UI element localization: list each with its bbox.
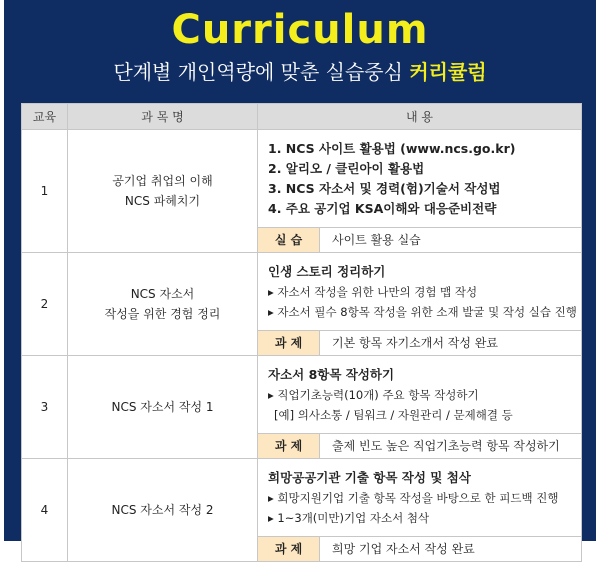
header-num: 교육: [22, 104, 68, 130]
content-line: 희망공공기관 기출 항목 작성 및 첨삭: [268, 470, 471, 485]
task-row: [258, 227, 581, 252]
table-row: [22, 253, 582, 356]
task-label: 과 제: [258, 331, 320, 355]
subtitle-text: 단계별 개인역량에 맞춘 실습중심: [113, 60, 410, 84]
content-line: 1. NCS 사이트 활용법 (www.ncs.go.kr): [268, 141, 516, 156]
subtitle-highlight: 커리큘럼: [409, 60, 487, 84]
row-content: [258, 356, 582, 459]
curriculum-table-container: [21, 103, 581, 556]
content-line: ▸ 자소서 필수 8항목 작성을 위한 소재 발굴 및 작성 실습 진행: [268, 305, 577, 319]
content-line: [예] 의사소통 / 팀워크 / 자원관리 / 문제해결 등: [274, 408, 513, 422]
table-row: [22, 356, 582, 459]
content-line: ▸ 희망지원기업 기출 항목 작성을 바탕으로 한 피드백 진행: [268, 491, 559, 505]
subject-line: NCS 자소서 작성 1: [111, 400, 214, 414]
content-line: 3. NCS 자소서 및 경력(험)기술서 작성법: [268, 181, 501, 196]
task-text: 희망 기업 자소서 작성 완료: [332, 542, 475, 556]
content-line: ▸ 자소서 작성을 위한 나만의 경험 맵 작성: [268, 285, 478, 299]
row-subject: [68, 253, 258, 356]
page-subtitle: [4, 58, 596, 86]
subject-line: NCS 자소서: [130, 287, 195, 301]
header-content: 내 용: [258, 104, 582, 130]
content-line: 2. 알리오 / 클린아이 활용법: [268, 161, 425, 176]
task-text: 출제 빈도 높은 직업기초능력 항목 작성하기: [332, 439, 560, 453]
row-num: 3: [22, 356, 68, 459]
task-row: [258, 536, 581, 561]
row-content: [258, 130, 582, 253]
content-line: 인생 스토리 정리하기: [268, 264, 386, 279]
table-row: [22, 130, 582, 253]
row-num: 4: [22, 459, 68, 562]
row-content: [258, 253, 582, 356]
row-num: 1: [22, 130, 68, 253]
table-header-row: [22, 104, 582, 130]
row-subject: [68, 459, 258, 562]
subject-line: 공기업 취업의 이해: [112, 174, 213, 188]
page-title: Curriculum: [171, 7, 429, 53]
task-row: [258, 433, 581, 458]
table-row: [22, 459, 582, 562]
content-line: 4. 주요 공기업 KSA이해와 대응준비전략: [268, 201, 497, 216]
content-line: ▸ 직업기초능력(10개) 주요 항목 작성하기: [268, 388, 479, 402]
curriculum-panel: [4, 0, 596, 556]
row-content: [258, 459, 582, 562]
task-label: 실 습: [258, 228, 320, 252]
task-label: 과 제: [258, 537, 320, 561]
subject-line: 작성을 위한 경험 정리: [104, 307, 221, 321]
content-line: ▸ 1~3개(미만)기업 자소서 첨삭: [268, 511, 430, 525]
subject-line: NCS 파헤치기: [124, 194, 201, 208]
task-text: 사이트 활용 실습: [332, 233, 421, 247]
task-text: 기본 항목 자기소개서 작성 완료: [332, 336, 498, 350]
content-line: 자소서 8항목 작성하기: [268, 367, 395, 382]
task-label: 과 제: [258, 434, 320, 458]
header-subject: 과 목 명: [68, 104, 258, 130]
row-subject: [68, 356, 258, 459]
row-subject: [68, 130, 258, 253]
subject-line: NCS 자소서 작성 2: [111, 503, 214, 517]
row-num: 2: [22, 253, 68, 356]
curriculum-table: [21, 103, 582, 562]
task-row: [258, 330, 581, 355]
